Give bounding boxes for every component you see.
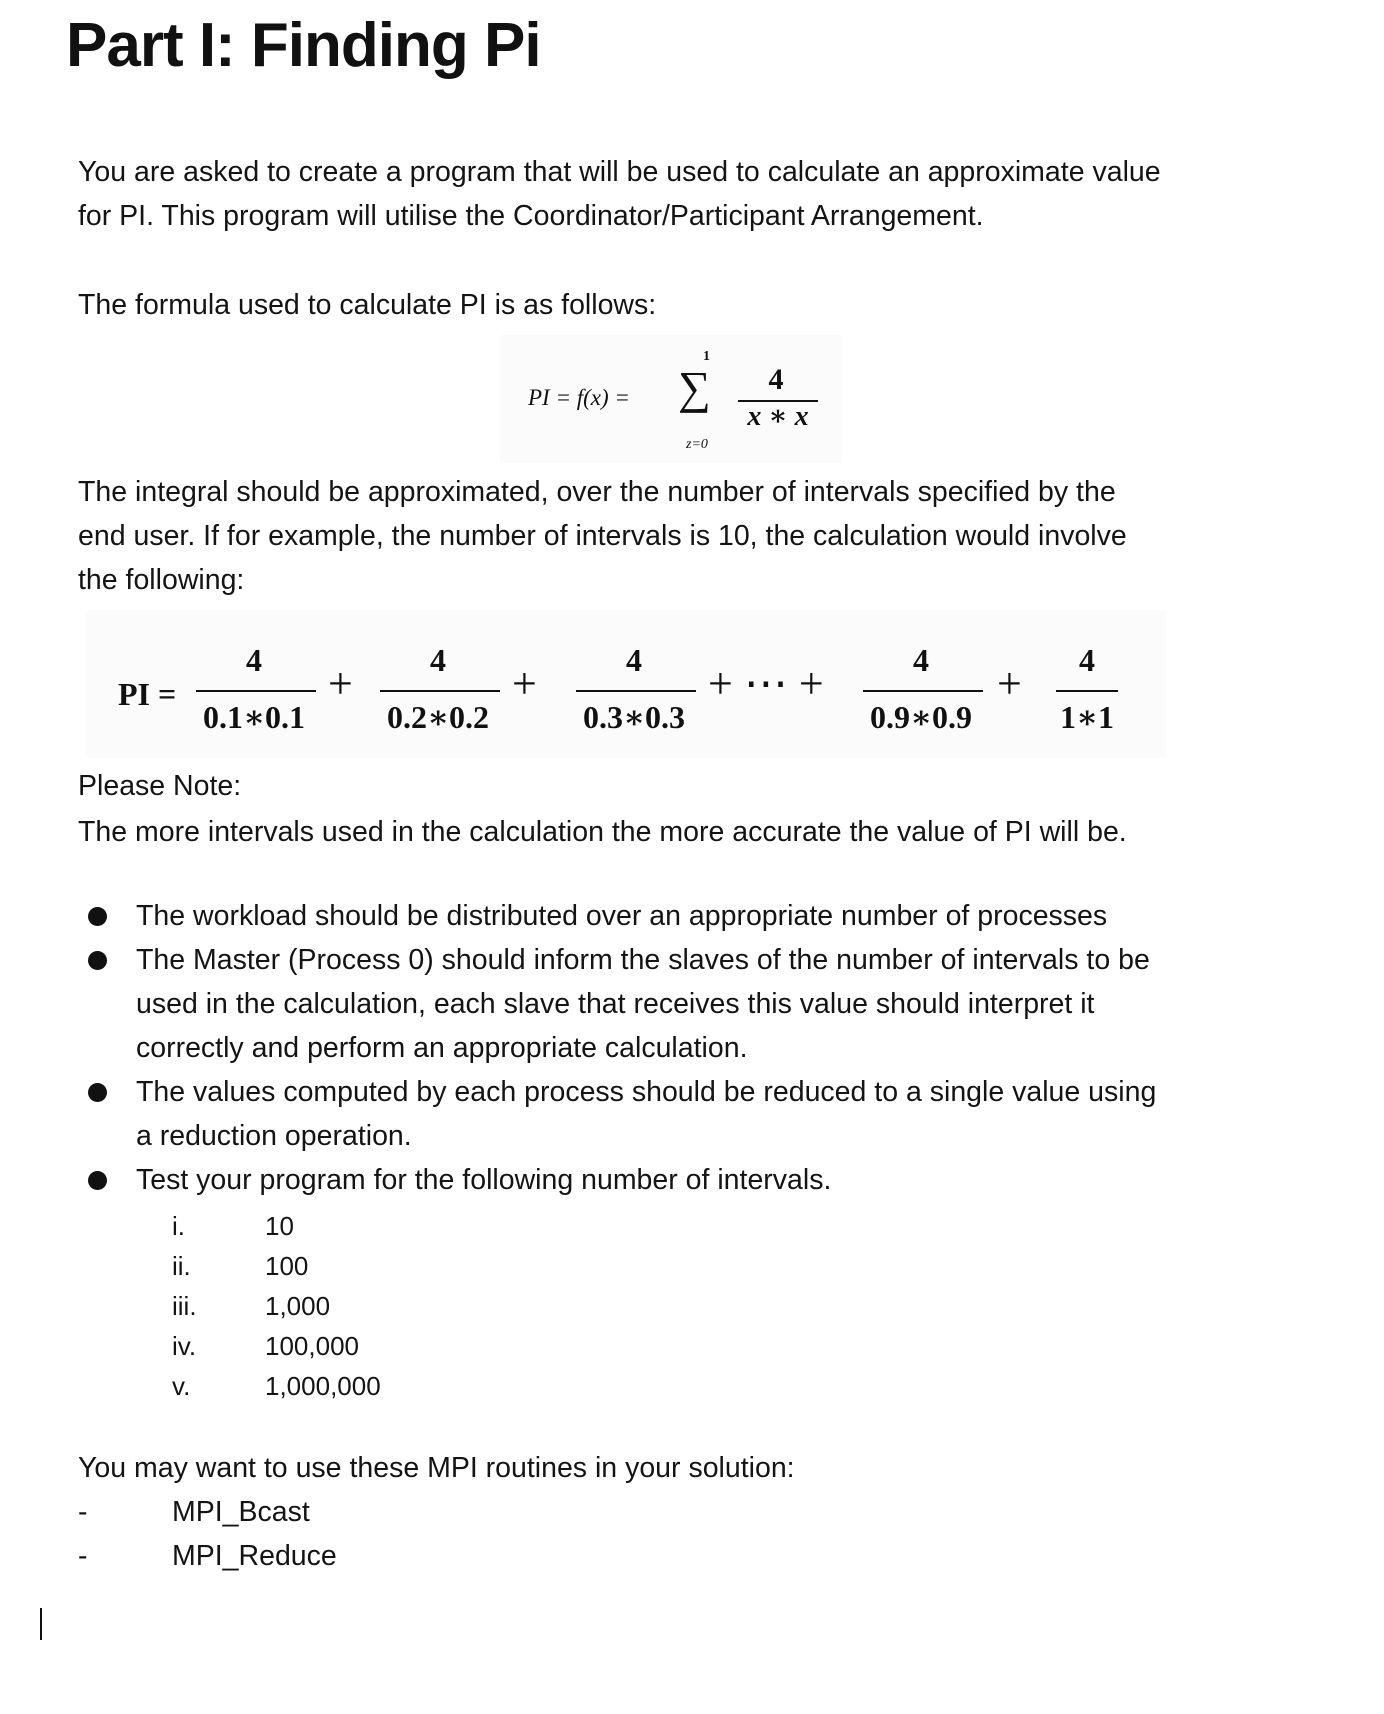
term-3-numerator: 4: [626, 642, 642, 678]
intervals-list: [172, 1206, 472, 1406]
integral-line-2: end user. If for example, the number of intervals is 10, the calculation would involve: [78, 520, 1127, 552]
list-item: [172, 1326, 472, 1366]
term-5-bar: [1056, 690, 1118, 692]
sum-upper-limit: 1: [703, 349, 710, 364]
pi-lhs: PI =: [118, 676, 177, 712]
bullet-dot-icon: [88, 1083, 107, 1102]
term-5-denominator: 1∗1: [1059, 699, 1115, 735]
bullet-2-line-3: correctly and perform an appropriate calculation.: [136, 1032, 748, 1064]
list-item: [172, 1366, 472, 1406]
term-2-numerator: 4: [430, 642, 446, 678]
formula-lhs: PI = f(x) =: [528, 385, 630, 410]
note-text: The more intervals used in the calculation the more accurate the value of PI will be.: [78, 816, 1127, 848]
list-item: [88, 894, 1316, 938]
interval-value: 100: [265, 1251, 309, 1281]
bullet-4-line-1: Test your program for the following number of intervals.: [136, 1164, 832, 1196]
list-item: [172, 1246, 472, 1286]
integral-paragraph: [78, 470, 1127, 602]
bullet-2-line-2: used in the calculation, each slave that receives this value should interpret it: [136, 988, 1095, 1020]
list-item: [88, 1070, 1316, 1158]
interval-value: 10: [265, 1211, 294, 1241]
ellipsis-plus: + ⋯ +: [708, 659, 824, 708]
sum-lower-limit: z=0: [686, 437, 708, 452]
list-item: [172, 1286, 472, 1326]
interval-value: 1,000,000: [265, 1371, 381, 1401]
sum-numerator: 4: [768, 363, 784, 396]
interval-numeral: iv.: [172, 1331, 197, 1361]
intro-line-1: You are asked to create a program that will be used to calculate an approximate value: [78, 156, 1161, 188]
list-item: [78, 1490, 578, 1534]
bullet-1-line-1: The workload should be distributed over an appropriate number of processes: [136, 900, 1108, 932]
term-4-bar: [863, 690, 983, 692]
term-1-bar: [196, 690, 316, 692]
summation-formula: [500, 335, 842, 463]
page-title: Part I: Finding Pi: [66, 11, 541, 80]
interval-numeral: v.: [172, 1371, 191, 1401]
interval-numeral: iii.: [172, 1291, 197, 1321]
term-3-denominator: 0.3∗0.3: [582, 699, 686, 735]
dash-marker: -: [78, 1540, 88, 1572]
requirements-list: [88, 894, 1316, 1202]
bullet-3-line-2: a reduction operation.: [136, 1120, 412, 1152]
text-cursor[interactable]: [40, 1608, 42, 1640]
plus-2: +: [512, 659, 537, 708]
routine-name: MPI_Reduce: [172, 1540, 337, 1572]
term-4-denominator: 0.9∗0.9: [869, 699, 973, 735]
mpi-routines-list: [78, 1490, 578, 1578]
interval-numeral: ii.: [172, 1251, 191, 1281]
list-item: [78, 1534, 578, 1578]
sum-denominator: x ∗ x: [747, 401, 809, 432]
interval-value: 100,000: [265, 1331, 359, 1361]
term-1-numerator: 4: [246, 642, 262, 678]
note-block: [78, 764, 1127, 854]
term-1-denominator: 0.1∗0.1: [202, 699, 306, 735]
list-item: [172, 1206, 472, 1246]
term-5-numerator: 4: [1079, 642, 1095, 678]
bullet-dot-icon: [88, 1171, 107, 1190]
integral-line-3: the following:: [78, 564, 245, 596]
list-item: [88, 938, 1316, 1070]
interval-value: 1,000: [265, 1291, 331, 1321]
sigma-symbol: ∑: [678, 362, 711, 413]
bullet-dot-icon: [88, 951, 107, 970]
bullet-3-line-1: The values computed by each process should be reduced to a single value using: [136, 1076, 1157, 1108]
bullet-2-line-1: The Master (Process 0) should inform the slaves of the number of intervals to be: [136, 944, 1150, 976]
routines-intro-text: You may want to use these MPI routines in your solution:: [78, 1452, 795, 1484]
integral-line-1: The integral should be approximated, over the number of intervals specified by the: [78, 476, 1116, 508]
term-4-numerator: 4: [913, 642, 929, 678]
routine-name: MPI_Bcast: [172, 1496, 310, 1528]
plus-3: +: [997, 659, 1022, 708]
expanded-series-formula: [86, 610, 1166, 758]
formula-intro-text: The formula used to calculate PI is as follows:: [78, 289, 657, 321]
intro-line-2: for PI. This program will utilise the Coordinator/Participant Arrangement.: [78, 200, 984, 232]
term-3-bar: [576, 690, 696, 692]
bullet-dot-icon: [88, 907, 107, 926]
note-heading: Please Note:: [78, 770, 242, 802]
term-2-denominator: 0.2∗0.2: [386, 699, 490, 735]
list-item: [88, 1158, 1316, 1202]
plus-1: +: [328, 659, 353, 708]
dash-marker: -: [78, 1496, 88, 1528]
intro-paragraph: [78, 150, 1161, 238]
interval-numeral: i.: [172, 1211, 185, 1241]
term-2-bar: [380, 690, 500, 692]
